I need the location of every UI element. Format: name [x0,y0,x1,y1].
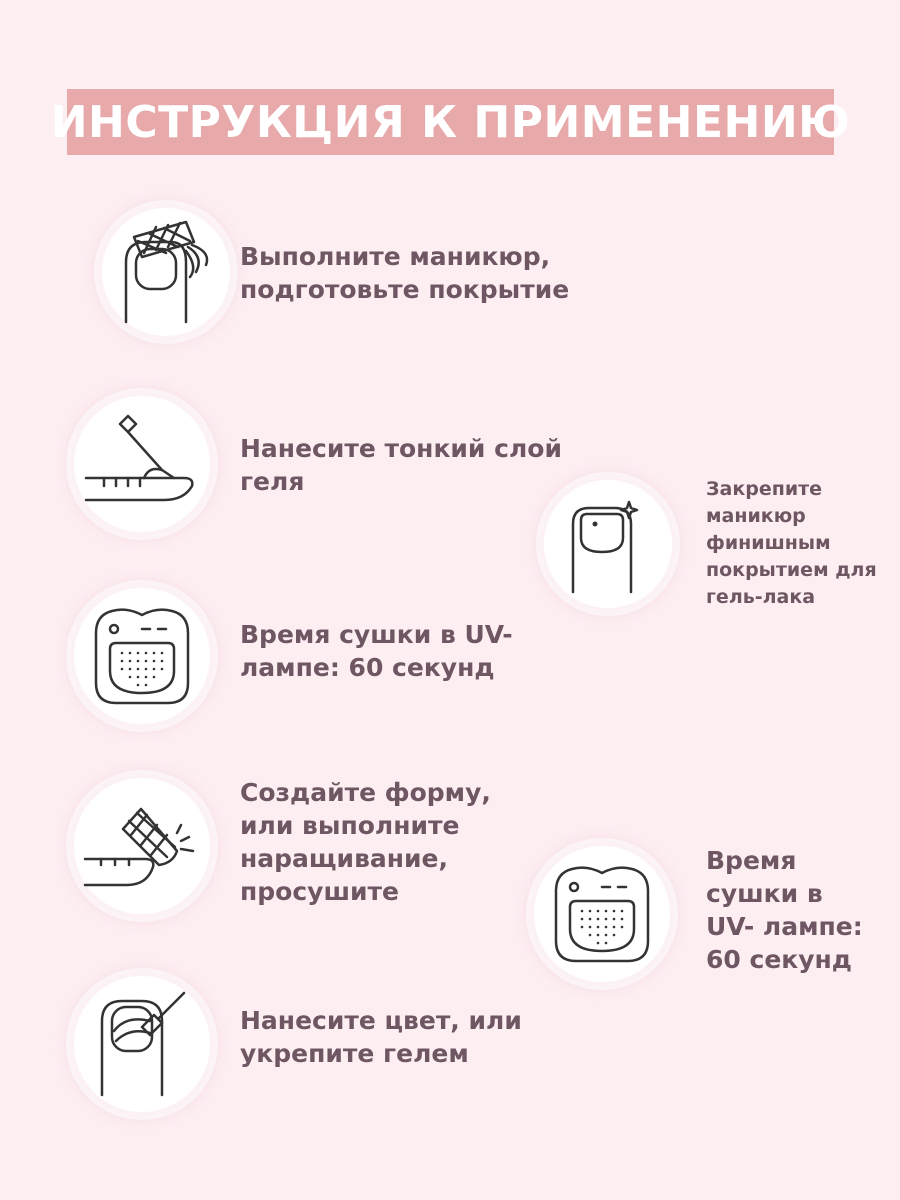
step-1-text: Выполните маникюр, подготовьте покрытие [240,242,570,304]
nail-shine-icon [563,494,653,594]
nail-prep-icon [116,217,216,327]
step-7-text: Время сушки в UV- лампе: 60 секунд [706,846,863,974]
step-4-text: Создайте форму, или выполните наращивание, просушите [240,778,491,906]
title-banner [50,89,851,155]
page-title: ИНСТРУКЦИЯ К ПРИМЕНЕНИЮ [50,96,851,148]
nail-color-icon [92,991,192,1097]
nail-form-icon [83,801,201,891]
brush-gel-icon [84,414,200,514]
step-5-text: Нанесите цвет, или укрепите гелем [240,1006,522,1068]
step-5-icon-circle [74,976,210,1112]
uv-lamp-icon [552,861,652,967]
step-6-icon-circle [544,480,672,608]
step-6-text: Закрепите маникюр финишным покрытием для гель-лака [706,478,877,608]
step-3-text: Время сушки в UV-лампе: 60 секунд [240,620,513,682]
step-2-icon-circle [74,396,210,532]
uv-lamp-icon [92,603,192,709]
step-7-icon-circle [534,846,670,982]
step-2-text: Нанесите тонкий слой геля [240,434,562,496]
step-1-icon-circle [102,208,230,336]
step-4-icon-circle [74,778,210,914]
step-3-icon-circle [74,588,210,724]
